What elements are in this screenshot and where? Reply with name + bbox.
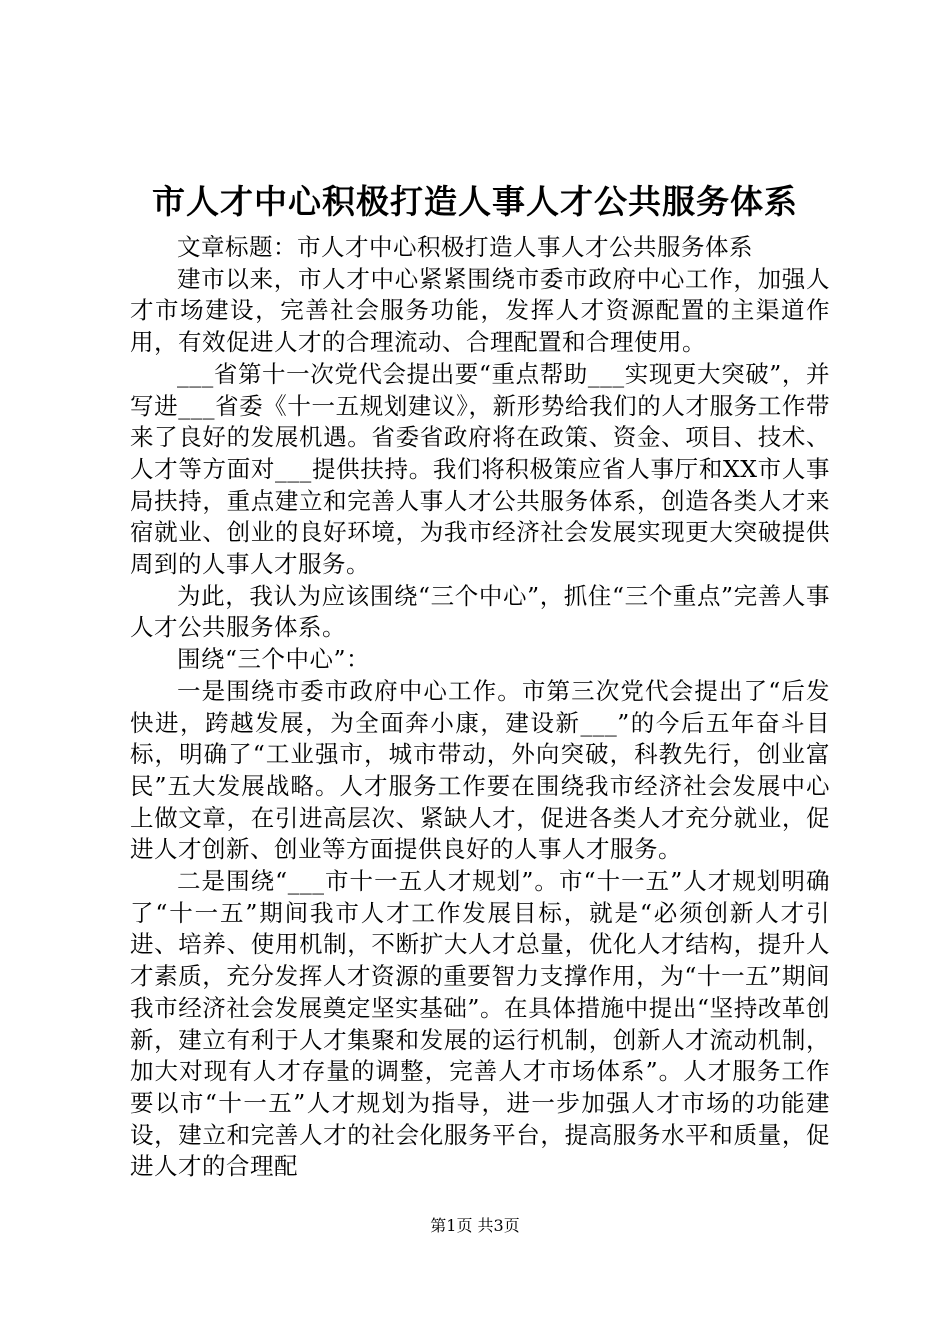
paragraph-three-centers-heading: 围绕“三个中心”：: [177, 645, 371, 674]
document-title: 市人才中心积极打造人事人才公共服务体系: [152, 182, 798, 221]
paragraph-thesis: 为此，我认为应该围绕“三个中心”，抓住“三个重点”完善人事人才公共服务体系。: [130, 581, 830, 642]
document-body: [130, 232, 830, 1183]
paragraph-article-title: 文章标题：市人才中心积极打造人事人才公共服务体系: [177, 233, 753, 261]
paragraph-center-two: 二是围绕“___市十一五人才规划”。市“十一五”人才规划明确了“十一五”期间我市人才工作发展目标，就是“必须创新人才引进、培养、使用机制，不断扩大人才总量，优化人才结构，提升人才素质，充分发挥人才资源的重要智力支撑作用，为“十一五”期间我市经济社会发展奠定坚实基础”。在具体措施中提出“坚持改革创新，建立有利于人才集聚和发展的运行机制，创新人才流动机制，加大对现有人才存量的调整，完善人才市场体系”。人才服务工作要以市“十一五”人才规划为指导，进一步加强人才市场的功能建设，建立和完善人才的社会化服务平台，提高服务水平和质量，促进人才的合理配: [130, 867, 830, 1181]
paragraph-center-one: 一是围绕市委市政府中心工作。市第三次党代会提出了“后发快进，跨越发展，为全面奔小康，建设新___”的今后五年奋斗目标，明确了“工业强市，城市带动，外向突破，科教先行，创业富民”五大发展战略。人才服务工作要在围绕我市经济社会发展中心上做文章，在引进高层次、紧缺人才，促进各类人才充分就业，促进人才创新、创业等方面提供良好的人事人才服务。: [130, 676, 830, 864]
paragraph-opportunity: ___省第十一次党代会提出要“重点帮助___实现更大突破”，并写进___省委《十一五规划建议》，新形势给我们的人才服务工作带来了良好的发展机遇。省委省政府将在政策、资金、项目、技术、人才等方面对___提供扶持。我们将积极策应省人事厅和XX市人事局扶持，重点建立和完善人事人才公共服务体系，创造各类人才来宿就业、创业的良好环境，为我市经济社会发展实现更大突破提供周到的人事人才服务。: [130, 359, 830, 579]
page-footer: 第1页 共3页: [430, 1216, 520, 1235]
paragraph-intro: 建市以来，市人才中心紧紧围绕市委市政府中心工作，加强人才市场建设，完善社会服务功能，发挥人才资源配置的主渠道作用，有效促进人才的合理流动、合理配置和合理使用。: [130, 264, 830, 357]
